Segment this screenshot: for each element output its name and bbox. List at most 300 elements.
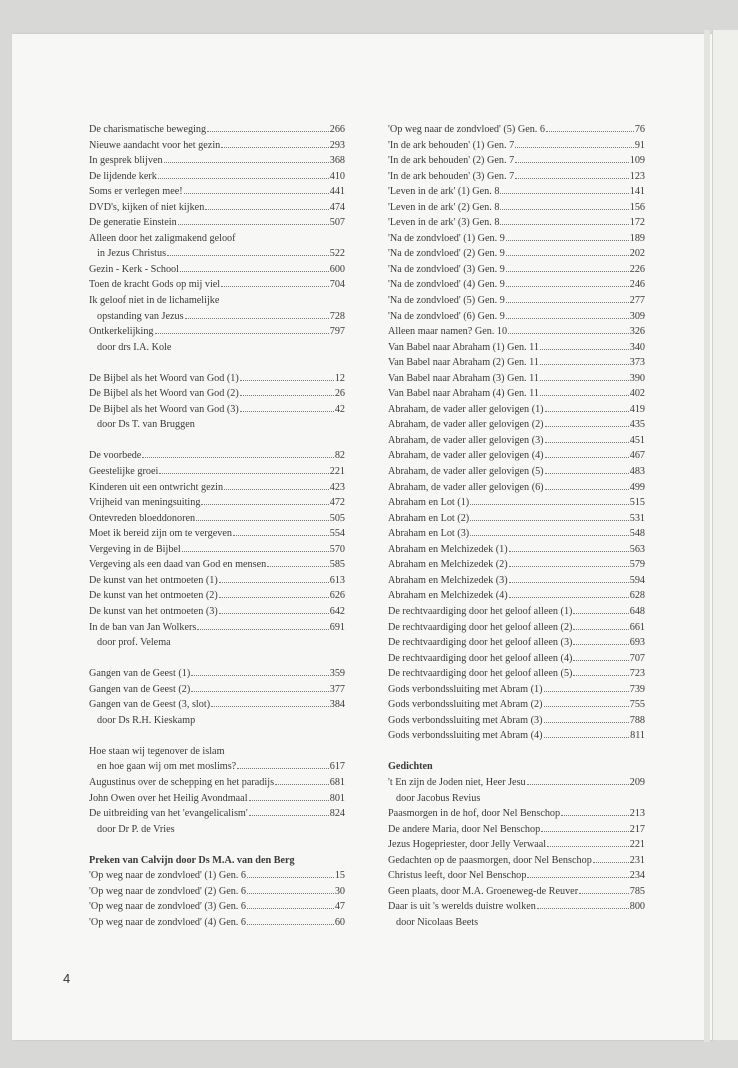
toc-entry-title: De rechtvaardiging door het geloof alleen (1) <box>388 605 573 617</box>
toc-text-line: door Nicolaas Beets <box>396 916 479 928</box>
toc-entry-title: Abraham, de vader aller gelovigen (1) <box>388 403 544 415</box>
toc-entry-page: 172 <box>629 217 645 229</box>
toc-entry <box>89 697 345 713</box>
toc-entry-page: 309 <box>629 310 645 322</box>
toc-entry-page: 499 <box>629 481 645 493</box>
toc-entry-page: 570 <box>329 543 345 555</box>
toc-entry <box>89 526 345 542</box>
toc-entry-title: Abraham en Melchizedek (1) <box>388 543 508 555</box>
section-heading: Gedichten <box>388 761 433 773</box>
toc-entry-page: 801 <box>329 792 345 804</box>
toc-entry-page: 42 <box>334 403 345 415</box>
dot-leader <box>155 324 329 334</box>
toc-entry <box>89 868 345 884</box>
dot-leader <box>180 262 329 272</box>
spacer <box>89 728 345 744</box>
dot-leader <box>545 480 629 490</box>
toc-entry <box>89 899 345 915</box>
dot-leader <box>500 200 628 210</box>
toc-entry <box>388 666 645 682</box>
toc-entry-page: 600 <box>329 263 345 275</box>
toc-entry <box>388 837 645 853</box>
toc-entry-title: De uitbreiding van het 'evangelicalism' <box>89 808 248 820</box>
toc-entry <box>89 915 345 931</box>
dot-leader <box>506 231 629 241</box>
dot-leader <box>544 697 629 707</box>
toc-entry-page: 648 <box>629 605 645 617</box>
toc-entry-page: 755 <box>629 699 645 711</box>
dot-leader <box>249 791 329 801</box>
toc-entry <box>89 324 345 340</box>
toc-entry-page: 60 <box>334 916 345 928</box>
toc-entry-title: 'Na de zondvloed' (3) Gen. 9 <box>388 263 505 275</box>
toc-entry-page: 221 <box>329 466 345 478</box>
toc-entry <box>388 122 645 138</box>
toc-entry <box>388 526 645 542</box>
dot-leader <box>544 728 630 738</box>
toc-entry-title: Vergeving in de Bijbel <box>89 543 181 555</box>
toc-entry <box>388 371 645 387</box>
toc-entry-page: 91 <box>634 139 645 151</box>
toc-entry <box>388 620 645 636</box>
dot-leader <box>545 417 629 427</box>
toc-entry-title: Abraham en Melchizedek (4) <box>388 590 508 602</box>
toc-entry-page: 626 <box>329 590 345 602</box>
dot-leader <box>191 666 328 676</box>
toc-entry-page: 410 <box>329 170 345 182</box>
toc-entry-title: Abraham en Lot (3) <box>388 528 470 540</box>
toc-entry-page: 563 <box>629 543 645 555</box>
toc-entry-title: Daar is uit 's werelds duistre wolken <box>388 901 536 913</box>
dot-leader <box>167 246 329 256</box>
dot-leader <box>500 184 628 194</box>
toc-entry-page: 515 <box>629 497 645 509</box>
toc-entry-page: 109 <box>629 155 645 167</box>
toc-text-line: Ik geloof niet in de lichamelijke <box>89 295 220 307</box>
dot-leader <box>221 138 328 148</box>
toc-entry-title: Gangen van de Geest (3, slot) <box>89 699 211 711</box>
toc-entry <box>89 215 345 231</box>
toc-text-line: door Ds R.H. Kieskamp <box>97 714 196 726</box>
toc-entry <box>388 604 645 620</box>
toc-entry <box>89 246 345 262</box>
dot-leader <box>275 775 329 785</box>
toc-entry <box>388 480 645 496</box>
dot-leader <box>240 402 334 412</box>
dot-leader <box>219 588 329 598</box>
dot-leader <box>541 822 629 832</box>
toc-entry-title: Christus leeft, door Nel Benschop <box>388 870 527 882</box>
toc-entry-page: 266 <box>329 124 345 135</box>
toc-entry-title: De kunst van het ontmoeten (3) <box>89 605 218 617</box>
toc-entry <box>388 853 645 869</box>
toc-entry-page: 368 <box>329 155 345 167</box>
toc-entry <box>388 495 645 511</box>
dot-leader <box>509 557 629 567</box>
toc-entry-page: 231 <box>629 854 645 866</box>
dot-leader <box>237 759 329 769</box>
toc-entry-page: 226 <box>629 263 645 275</box>
dot-leader <box>593 853 629 863</box>
toc-entry-title: Van Babel naar Abraham (4) Gen. 11 <box>388 388 539 400</box>
toc-entry-title: 'Leven in de ark' (1) Gen. 8 <box>388 186 500 198</box>
toc-right-column <box>388 122 645 930</box>
toc-entry-page: 467 <box>629 450 645 462</box>
dot-leader <box>509 542 629 552</box>
toc-entry-page: 340 <box>629 341 645 353</box>
toc-entry <box>388 184 645 200</box>
toc-entry-page: 26 <box>334 388 345 400</box>
toc-entry-title: Toen de kracht Gods op mij viel <box>89 279 221 291</box>
toc-entry <box>89 371 345 387</box>
toc-entry-title: Soms er verlegen mee! <box>89 186 183 198</box>
toc-entry-title: 'Op weg naar de zondvloed' (4) Gen. 6 <box>89 916 246 928</box>
toc-entry-title: Van Babel naar Abraham (3) Gen. 11 <box>388 372 539 384</box>
toc-entry-page: 82 <box>334 450 345 462</box>
toc-entry-title: 'Op weg naar de zondvloed' (3) Gen. 6 <box>89 901 246 913</box>
toc-entry-page: 123 <box>629 170 645 182</box>
dot-leader <box>247 868 334 878</box>
toc-entry <box>388 402 645 418</box>
toc-entry-title: Abraham, de vader aller gelovigen (2) <box>388 419 544 431</box>
dot-leader <box>221 277 329 287</box>
dot-leader <box>573 620 628 630</box>
toc-entry <box>388 464 645 480</box>
toc-entry-page: 15 <box>334 870 345 882</box>
dot-leader <box>506 246 629 256</box>
toc-entry-page: 483 <box>629 466 645 478</box>
toc-entry-title: Ontkerkelijking <box>89 326 154 338</box>
toc-entry-page: 728 <box>329 310 345 322</box>
dot-leader <box>470 495 629 505</box>
toc-entry-page: 277 <box>629 295 645 307</box>
toc-entry-page: 202 <box>629 248 645 260</box>
toc-entry <box>388 293 645 309</box>
toc-entry-page: 209 <box>629 776 645 788</box>
toc-entry-page: 47 <box>334 901 345 913</box>
toc-entry <box>89 138 345 154</box>
toc-entry <box>388 200 645 216</box>
toc-entry <box>388 309 645 325</box>
toc-entry-title: 'In de ark behouden' (2) Gen. 7 <box>388 155 515 167</box>
spacer <box>89 837 345 853</box>
toc-entry-page: 642 <box>329 605 345 617</box>
toc-entry <box>388 728 645 744</box>
dot-leader <box>544 682 629 692</box>
page-number: 4 <box>63 971 71 986</box>
toc-text-line: door Jacobus Revius <box>396 792 481 804</box>
toc-entry-title: Abraham en Lot (1) <box>388 497 470 509</box>
dot-leader <box>247 884 334 894</box>
toc-entry-title: Augustinus over de schepping en het paradijs <box>89 776 275 788</box>
dot-leader <box>537 899 629 909</box>
toc-entry-page: 359 <box>329 668 345 680</box>
toc-entry-title: Moet ik bereid zijn om te vergeven <box>89 528 232 540</box>
toc-entry-page: 739 <box>629 683 645 695</box>
toc-entry <box>89 620 345 636</box>
dot-leader <box>219 604 329 614</box>
toc-entry-page: 824 <box>329 808 345 820</box>
toc-entry-title: Ontevreden bloeddonoren <box>89 512 196 524</box>
dot-leader <box>182 542 329 552</box>
toc-entry <box>388 635 645 651</box>
dot-leader <box>247 915 334 925</box>
dot-leader <box>506 293 629 303</box>
toc-entry <box>388 542 645 558</box>
dot-leader <box>207 122 329 132</box>
dot-leader <box>540 371 629 381</box>
toc-entry-page: 693 <box>629 637 645 649</box>
toc-text-line: door drs I.A. Kole <box>97 341 172 353</box>
toc-entry-page: 156 <box>629 201 645 213</box>
toc-entry <box>89 309 345 325</box>
dot-leader <box>540 340 629 350</box>
toc-entry <box>388 433 645 449</box>
toc-entry-title: en hoe gaan wij om met moslims? <box>97 761 237 773</box>
dot-leader <box>506 262 629 272</box>
dot-leader <box>573 651 628 661</box>
toc-entry-title: 'Na de zondvloed' (5) Gen. 9 <box>388 295 505 307</box>
toc-entry-title: Paasmorgen in de hof, door Nel Benschop <box>388 808 561 820</box>
dot-leader <box>509 588 629 598</box>
dot-leader <box>506 277 629 287</box>
dot-leader <box>545 433 629 443</box>
toc-entry-title: DVD's, kijken of niet kijken <box>89 201 205 213</box>
toc-entry <box>89 682 345 698</box>
toc-entry-title: De charismatische beweging <box>89 124 207 135</box>
toc-entry <box>388 822 645 838</box>
toc-entry-page: 423 <box>329 481 345 493</box>
toc-entry-title: Abraham en Melchizedek (3) <box>388 574 508 586</box>
toc-entry-title: De lijdende kerk <box>89 170 157 182</box>
toc-entry-page: 390 <box>629 372 645 384</box>
toc-entry <box>388 573 645 589</box>
toc-entry-page: 472 <box>329 497 345 509</box>
toc-entry-page: 628 <box>629 590 645 602</box>
dot-leader <box>545 464 629 474</box>
toc-entry <box>388 682 645 698</box>
toc-entry <box>89 262 345 278</box>
toc-entry-page: 217 <box>629 823 645 835</box>
toc-entry <box>388 215 645 231</box>
toc-entry-page: 594 <box>629 574 645 586</box>
toc-text-line: Hoe staan wij tegenover de islam <box>89 745 225 757</box>
toc-entry <box>388 511 645 527</box>
dot-leader <box>573 635 628 645</box>
toc-entry <box>89 557 345 573</box>
toc-entry <box>89 464 345 480</box>
dot-leader <box>197 620 328 630</box>
toc-entry <box>388 697 645 713</box>
toc-entry <box>89 759 345 775</box>
toc-entry-title: De rechtvaardiging door het geloof alleen (4) <box>388 652 573 664</box>
toc-entry <box>388 448 645 464</box>
toc-entry-title: De rechtvaardiging door het geloof alleen (3) <box>388 637 573 649</box>
toc-entry <box>388 340 645 356</box>
toc-entry <box>388 557 645 573</box>
toc-entry <box>388 868 645 884</box>
toc-text-line: Alleen door het zaligmakend geloof <box>89 232 236 244</box>
toc-entry-title: 'Op weg naar de zondvloed' (2) Gen. 6 <box>89 885 246 897</box>
toc-entry <box>388 713 645 729</box>
toc-entry-title: Abraham en Lot (2) <box>388 512 470 524</box>
toc-entry-title: Geestelijke groei <box>89 466 159 478</box>
toc-entry <box>89 480 345 496</box>
dot-leader <box>224 480 329 490</box>
toc-entry <box>89 806 345 822</box>
toc-entry <box>388 262 645 278</box>
dot-leader <box>508 324 629 334</box>
toc-entry <box>89 169 345 185</box>
spacer <box>89 433 345 449</box>
toc-left-column <box>89 122 345 930</box>
toc-entry-page: 213 <box>629 808 645 820</box>
toc-entry <box>388 775 645 791</box>
toc-entry <box>388 386 645 402</box>
dot-leader <box>515 138 634 148</box>
toc-entry-title: Alleen maar namen? Gen. 10 <box>388 326 508 338</box>
dot-leader <box>184 184 329 194</box>
toc-entry-title: Abraham, de vader aller gelovigen (3) <box>388 434 544 446</box>
toc-entry-title: De kunst van het ontmoeten (1) <box>89 574 218 586</box>
dot-leader <box>515 153 629 163</box>
toc-entry-title: De kunst van het ontmoeten (2) <box>89 590 218 602</box>
toc-entry <box>89 666 345 682</box>
toc-entry <box>89 588 345 604</box>
toc-entry-page: 507 <box>329 217 345 229</box>
toc-entry-page: 811 <box>630 730 645 742</box>
toc-entry-page: 613 <box>329 574 345 586</box>
toc-entry-title: Abraham, de vader aller gelovigen (6) <box>388 481 544 493</box>
toc-entry <box>89 791 345 807</box>
toc-entry-title: opstanding van Jezus <box>97 310 184 322</box>
spacer <box>388 744 645 760</box>
toc-entry-title: 'Na de zondvloed' (1) Gen. 9 <box>388 232 505 244</box>
toc-entry-page: 707 <box>629 652 645 664</box>
toc-entry-page: 785 <box>629 885 645 897</box>
toc-entry-title: Van Babel naar Abraham (2) Gen. 11 <box>388 357 539 369</box>
toc-text-line: door Dr P. de Vries <box>97 823 175 835</box>
dot-leader <box>509 573 629 583</box>
toc-entry <box>89 402 345 418</box>
toc-entry-page: 441 <box>329 186 345 198</box>
toc-entry-title: Abraham en Melchizedek (2) <box>388 559 508 571</box>
toc-entry <box>388 355 645 371</box>
toc-entry-page: 554 <box>329 528 345 540</box>
toc-entry-page: 384 <box>329 699 345 711</box>
toc-entry-title: De generatie Einstein <box>89 217 177 229</box>
dot-leader <box>267 557 329 567</box>
toc-entry <box>388 246 645 262</box>
toc-entry-page: 293 <box>329 139 345 151</box>
dot-leader <box>249 806 329 816</box>
toc-entry-page: 800 <box>629 901 645 913</box>
toc-entry-page: 12 <box>334 372 345 384</box>
toc-entry-title: in Jezus Christus <box>97 248 167 260</box>
toc-entry-page: 474 <box>329 201 345 213</box>
toc-entry-title: Gods verbondssluiting met Abram (1) <box>388 683 543 695</box>
dot-leader <box>159 464 328 474</box>
toc-entry-title: Vergeving als een daad van God en mensen <box>89 559 267 571</box>
page-edge <box>704 30 710 1042</box>
toc-entry <box>89 775 345 791</box>
toc-entry <box>89 511 345 527</box>
toc-entry-title: In gesprek blijven <box>89 155 163 167</box>
dot-leader <box>470 526 629 536</box>
toc-entry-page: 788 <box>629 714 645 726</box>
toc-entry <box>89 153 345 169</box>
dot-leader <box>515 169 629 179</box>
dot-leader <box>573 666 628 676</box>
toc-entry-title: 'Op weg naar de zondvloed' (1) Gen. 6 <box>89 870 246 882</box>
dot-leader <box>178 215 329 225</box>
toc-text-line: door prof. Velema <box>97 637 171 649</box>
toc-text-line: door Ds T. van Bruggen <box>97 419 195 431</box>
dot-leader <box>233 526 329 536</box>
toc-entry-page: 548 <box>629 528 645 540</box>
dot-leader <box>544 713 629 723</box>
toc-entry <box>89 604 345 620</box>
toc-entry-title: Gangen van de Geest (2) <box>89 683 191 695</box>
toc-entry-title: 'Na de zondvloed' (6) Gen. 9 <box>388 310 505 322</box>
toc-entry-title: Gezin - Kerk - School <box>89 263 179 275</box>
dot-leader <box>240 371 334 381</box>
dot-leader <box>196 511 329 521</box>
toc-entry-page: 246 <box>629 279 645 291</box>
dot-leader <box>201 495 328 505</box>
toc-entry-page: 723 <box>629 668 645 680</box>
dot-leader <box>470 511 629 521</box>
toc-entry-page: 141 <box>629 186 645 198</box>
dot-leader <box>579 884 629 894</box>
toc-entry-title: In de ban van Jan Wolkers <box>89 621 197 633</box>
toc-entry <box>388 417 645 433</box>
toc-entry <box>388 899 645 915</box>
toc-entry <box>89 386 345 402</box>
toc-entry-title: Gangen van de Geest (1) <box>89 668 191 680</box>
toc-entry-page: 681 <box>329 776 345 788</box>
toc-entry <box>89 122 345 138</box>
toc-entry-page: 661 <box>629 621 645 633</box>
toc-entry-title: 'In de ark behouden' (3) Gen. 7 <box>388 170 515 182</box>
toc-entry-page: 522 <box>329 248 345 260</box>
toc-entry-page: 402 <box>629 388 645 400</box>
toc-entry-page: 234 <box>629 870 645 882</box>
toc-entry-page: 189 <box>629 232 645 244</box>
toc-entry <box>89 884 345 900</box>
toc-entry-title: Gods verbondssluiting met Abram (3) <box>388 714 543 726</box>
toc-entry-page: 797 <box>329 326 345 338</box>
toc-entry-title: Gods verbondssluiting met Abram (2) <box>388 699 543 711</box>
toc-entry-title: 'In de ark behouden' (1) Gen. 7 <box>388 139 515 151</box>
toc-entry-page: 377 <box>329 683 345 695</box>
dot-leader <box>211 697 329 707</box>
dot-leader <box>205 200 328 210</box>
section-heading: Preken van Calvijn door Ds M.A. van den Berg <box>89 854 295 866</box>
toc-entry <box>388 806 645 822</box>
toc-entry-title: 'Leven in de ark' (3) Gen. 8 <box>388 217 500 229</box>
toc-entry <box>89 495 345 511</box>
toc-entry-title: De rechtvaardiging door het geloof alleen (2) <box>388 621 573 633</box>
toc-entry-title: Kinderen uit een ontwricht gezin <box>89 481 224 493</box>
toc-entry-title: Abraham, de vader aller gelovigen (5) <box>388 466 544 478</box>
dot-leader <box>506 309 629 319</box>
toc-entry <box>388 169 645 185</box>
toc-entry-page: 30 <box>334 885 345 897</box>
toc-entry-title: 'Op weg naar de zondvloed' (5) Gen. 6 <box>388 124 545 135</box>
spacer <box>89 651 345 667</box>
toc-entry-title: Abraham, de vader aller gelovigen (4) <box>388 450 544 462</box>
